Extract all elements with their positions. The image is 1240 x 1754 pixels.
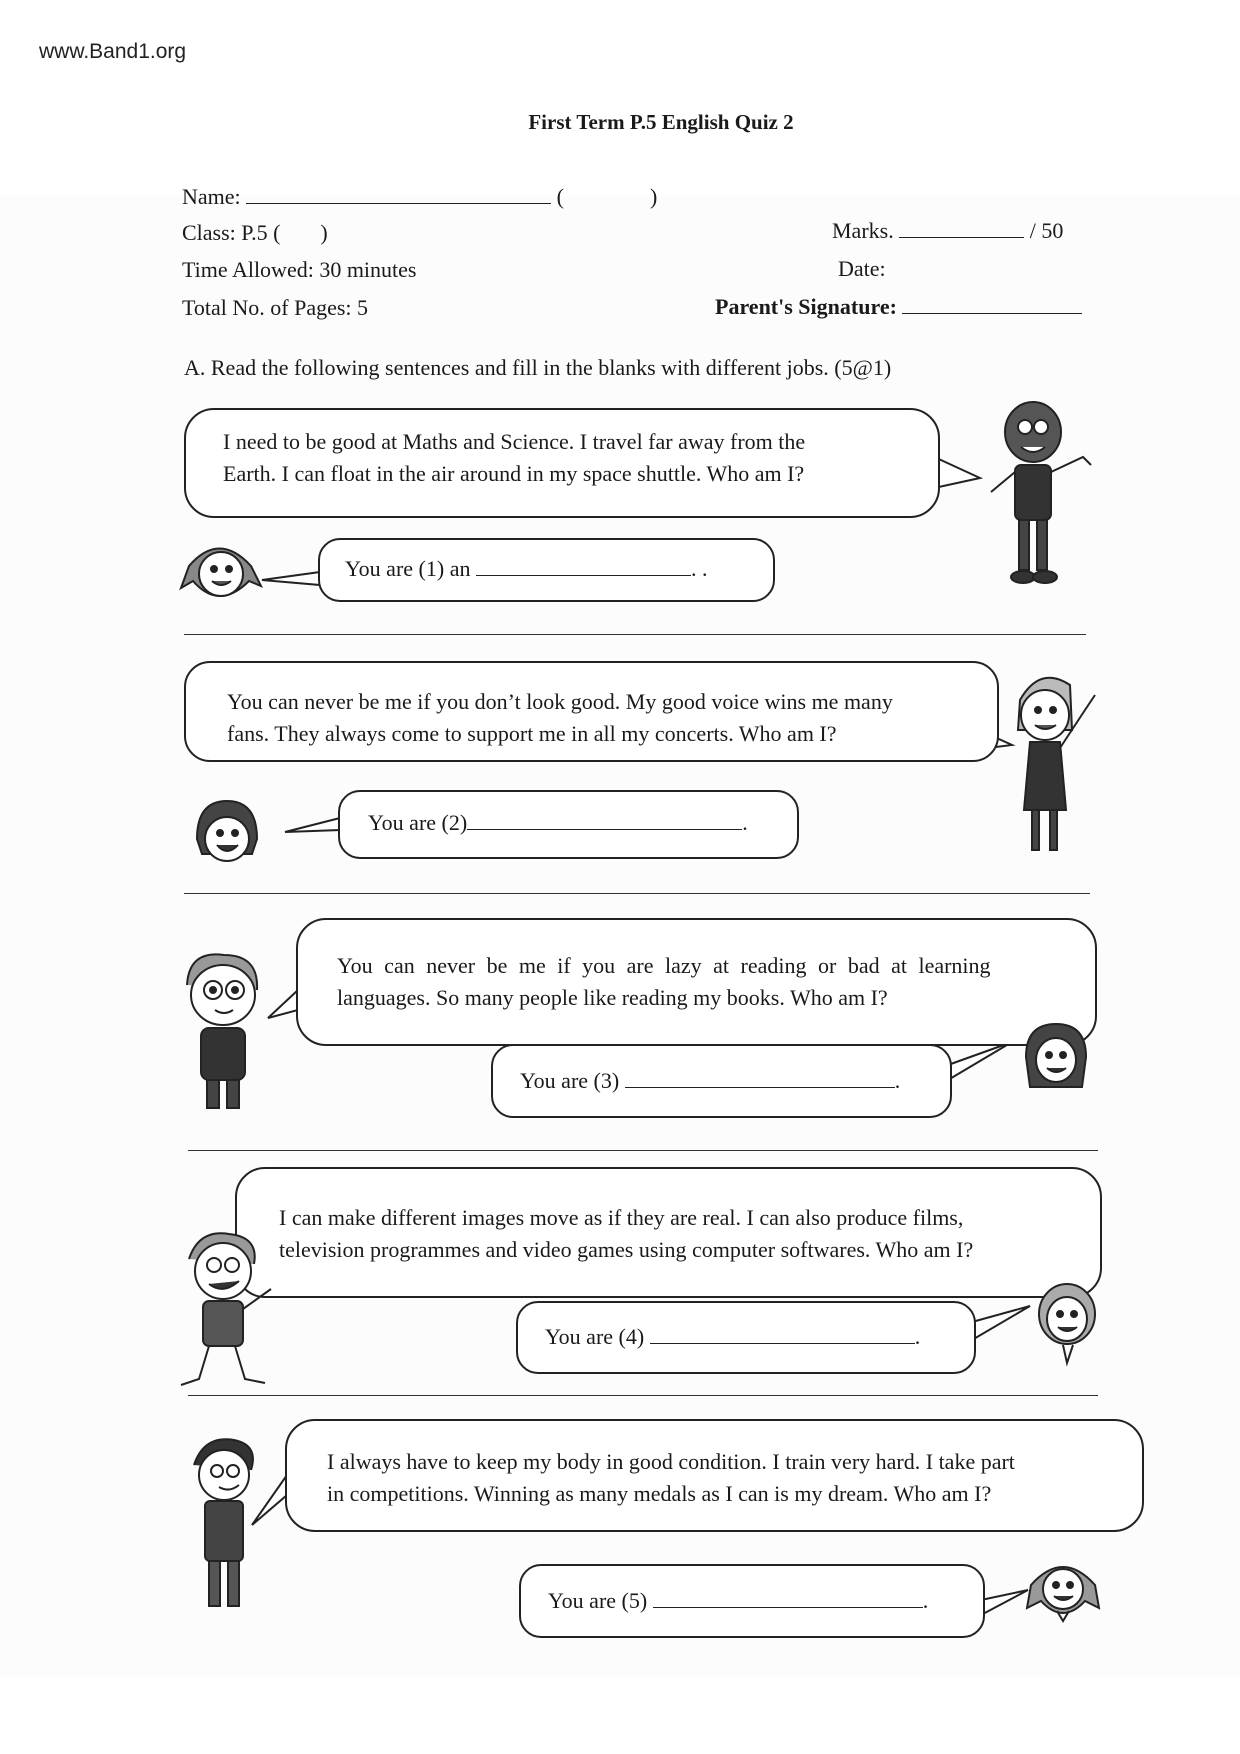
page-title: First Term P.5 English Quiz 2 [528, 110, 794, 134]
question-1-line-2: Earth. I can float in the air around in my space shuttle. Who am I? [223, 461, 805, 486]
answer-5-prefix: You are (5) [548, 1588, 648, 1613]
question-4-line-1: I can make different images move as if they are real. I can also produce films, [279, 1205, 964, 1230]
class-number-close: ) [649, 184, 658, 209]
answer-3-blank[interactable] [625, 1069, 895, 1088]
answer-4-tail [972, 1306, 1030, 1340]
divider-3 [188, 1150, 1098, 1151]
section-a-instruction: A. Read the following sentences and fill in the blanks with different jobs. (5@1) [184, 355, 892, 380]
bubble-3-tail [268, 990, 298, 1018]
answer-3 [520, 1065, 900, 1097]
child-face-icon [192, 799, 262, 869]
marks-total: / 50 [1029, 218, 1064, 243]
name-label: Name: [182, 184, 241, 209]
class-close: ) [320, 220, 328, 245]
question-3-line-2: languages. So many people like reading my books. Who am I? [337, 985, 888, 1010]
answer-2-tail [285, 818, 340, 832]
question-3-line-1: You can never be me if you are lazy at reading or bad at learning [337, 953, 991, 978]
question-1-text [223, 426, 805, 490]
question-2-line-1: You can never be me if you don’t look good. My good voice wins me many [227, 689, 893, 714]
total-pages: Total No. of Pages: 5 [182, 295, 369, 320]
question-5-line-2: in competitions. Winning as many medals as I can is my dream. Who am I? [327, 1481, 992, 1506]
girl-face-icon [1025, 1553, 1101, 1626]
answer-5-tail [981, 1590, 1028, 1615]
athlete-character-icon [179, 1435, 269, 1615]
answer-1-prefix: You are (1) an [345, 556, 471, 581]
site-watermark: www.Band1.org [39, 40, 187, 63]
answer-4-blank[interactable] [650, 1325, 915, 1344]
answer-2-prefix: You are (2) [368, 810, 468, 835]
answer-3-prefix: You are (3) [520, 1068, 620, 1093]
question-1-line-1: I need to be good at Maths and Science. I travel far away from the [223, 429, 806, 454]
answer-2-end: . [742, 810, 748, 835]
marks-label: Marks. [832, 218, 894, 243]
answer-3-tail [948, 1042, 1012, 1080]
answer-3-end: . [894, 1068, 901, 1093]
boy-character-icon [983, 397, 1095, 592]
question-3-text [337, 950, 991, 1014]
divider-1 [184, 634, 1086, 635]
answer-2-blank[interactable] [467, 811, 742, 830]
question-4-text [279, 1202, 973, 1266]
question-5-text [327, 1446, 1015, 1510]
question-2-line-2: fans. They always come to support me in all my concerts. Who am I? [227, 721, 837, 746]
answer-4-end: . [914, 1324, 921, 1349]
girl-face-icon [179, 536, 263, 609]
parent-signature-label: Parent's Signature: [715, 294, 897, 319]
date-label: Date: [838, 256, 886, 281]
singer-character-icon [1000, 670, 1106, 860]
question-5-line-1: I always have to keep my body in good condition. I train very hard. I take part [327, 1449, 1015, 1474]
answer-2 [368, 807, 748, 839]
class-label: Class: P.5 ( [182, 220, 281, 245]
question-2-text [227, 686, 893, 750]
answer-1-end: . . [690, 556, 708, 581]
divider-2 [184, 893, 1090, 894]
time-allowed: Time Allowed: 30 minutes [182, 257, 417, 282]
writer-character-icon [179, 950, 269, 1117]
answer-4 [545, 1321, 920, 1353]
answer-1-tail [262, 572, 320, 585]
answer-5-blank[interactable] [653, 1589, 923, 1608]
answer-5-end: . [922, 1588, 929, 1613]
girl-face-icon [1022, 1022, 1090, 1095]
answer-1-blank[interactable] [476, 557, 691, 576]
animator-character-icon [179, 1229, 275, 1391]
question-4-line-2: television programmes and video games using computer softwares. Who am I? [279, 1237, 974, 1262]
answer-1 [345, 553, 707, 585]
boy-face-icon [1033, 1279, 1101, 1368]
divider-4 [188, 1395, 1098, 1396]
class-number-open: ( [556, 184, 564, 209]
answer-5 [548, 1585, 928, 1617]
answer-4-prefix: You are (4) [545, 1324, 645, 1349]
